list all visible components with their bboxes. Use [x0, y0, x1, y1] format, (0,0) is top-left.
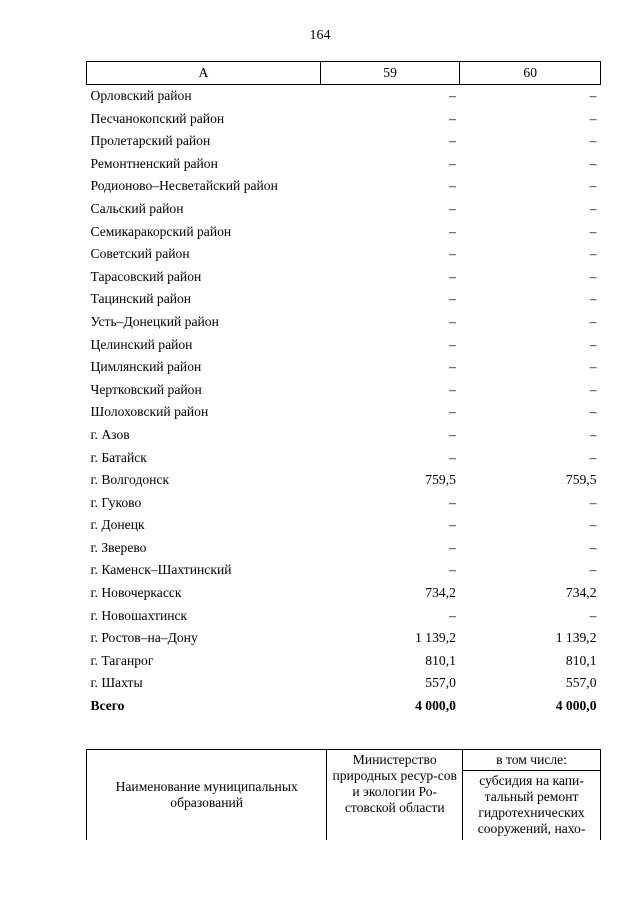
col-subsidy: субсидия на капи-тальный ремонт гидротехнических сооружений, нахо- — [463, 771, 601, 840]
row-name: г. Донецк — [90, 517, 145, 533]
table-row — [87, 311, 601, 334]
table-header-row — [87, 62, 601, 85]
header-col-a: А — [87, 62, 321, 85]
row-value-60: – — [589, 449, 597, 465]
row-value-60: – — [589, 426, 597, 442]
row-name: г. Таганрог — [90, 652, 154, 668]
row-value-59: – — [449, 313, 456, 329]
page-number: 164 — [309, 28, 331, 43]
row-name: г. Зверево — [90, 539, 147, 555]
table-row — [87, 605, 601, 628]
row-name: Тарасовский район — [90, 268, 202, 284]
row-value-60: – — [589, 607, 597, 623]
row-name: г. Батайск — [90, 449, 147, 465]
row-name: г. Азов — [90, 426, 130, 442]
row-name: Целинский район — [90, 336, 193, 352]
row-value-60: – — [589, 133, 597, 149]
table-row — [87, 559, 601, 582]
table-row — [87, 492, 601, 515]
table-row — [87, 650, 601, 673]
row-name: г. Волгодонск — [90, 472, 170, 488]
row-value-60: – — [589, 291, 597, 307]
row-value-59: 1 139,2 — [415, 630, 456, 646]
table-row — [87, 401, 601, 424]
row-value-59: – — [449, 562, 456, 578]
table-row — [87, 356, 601, 379]
row-name: Усть–Донецкий район — [90, 313, 219, 329]
row-value-60: 810,1 — [565, 652, 597, 668]
row-value-59: – — [449, 246, 456, 262]
table-row — [87, 198, 601, 221]
row-value-60: – — [589, 178, 597, 194]
row-value-59: – — [449, 449, 456, 465]
row-name: Шолоховский район — [90, 404, 209, 420]
row-value-60: – — [589, 381, 597, 397]
row-value-60: – — [589, 223, 597, 239]
table-row — [87, 424, 601, 447]
row-name: Чертковский район — [90, 381, 202, 397]
row-name: г. Новочеркасск — [90, 585, 182, 601]
row-value-59: 557,0 — [425, 675, 456, 691]
row-value-59: – — [449, 268, 456, 284]
row-name: г. Новошахтинск — [90, 607, 188, 623]
row-value-60: – — [589, 404, 597, 420]
col-including: в том числе: — [463, 750, 601, 771]
total-value-60: 4 000,0 — [555, 698, 597, 714]
row-value-60: 734,2 — [565, 585, 597, 601]
row-name: Пролетарский район — [90, 133, 211, 149]
row-name: г. Каменск–Шахтинский — [90, 562, 232, 578]
table-row — [87, 379, 601, 402]
table-row — [87, 153, 601, 176]
row-name: Тацинский район — [90, 291, 192, 307]
row-value-60: – — [589, 268, 597, 284]
table-row — [87, 627, 601, 650]
table-row — [87, 243, 601, 266]
row-value-59: – — [449, 517, 456, 533]
row-value-59: 810,1 — [425, 652, 456, 668]
table-row — [87, 288, 601, 311]
row-value-60: – — [589, 562, 597, 578]
row-name: Ремонтненский район — [90, 155, 218, 171]
row-value-60: – — [589, 110, 597, 126]
row-name: Цимлянский район — [90, 359, 202, 375]
table-row — [87, 85, 601, 108]
data-table — [86, 61, 601, 718]
table-row — [87, 469, 601, 492]
row-value-60: – — [589, 246, 597, 262]
row-value-59: – — [449, 494, 456, 510]
row-value-60: – — [589, 155, 597, 171]
row-value-60: – — [589, 336, 597, 352]
page-bottom-margin — [0, 840, 640, 905]
row-value-60: – — [589, 88, 597, 103]
row-name: Орловский район — [90, 88, 192, 103]
row-name: г. Гуково — [90, 494, 142, 510]
total-value-59: 4 000,0 — [415, 698, 456, 714]
row-name: г. Шахты — [90, 675, 143, 691]
row-value-59: – — [449, 539, 456, 555]
row-name: Песчанокопский район — [90, 110, 225, 126]
row-value-59: – — [449, 200, 456, 216]
row-name: Семикаракорский район — [90, 223, 232, 239]
col-ministry: Министерство природных ресур-сов и экологии Ро-стовской области — [327, 750, 463, 841]
row-value-60: 557,0 — [565, 675, 597, 691]
row-name: Родионово–Несветайский район — [90, 178, 278, 194]
table-row — [87, 447, 601, 470]
row-value-60: – — [589, 313, 597, 329]
continuation-table-header — [86, 749, 601, 840]
row-value-60: – — [589, 517, 597, 533]
row-value-59: – — [449, 359, 456, 375]
row-value-60: 759,5 — [565, 472, 597, 488]
row-value-59: – — [449, 381, 456, 397]
row-value-59: – — [449, 336, 456, 352]
total-row — [87, 695, 601, 718]
row-value-59: 734,2 — [425, 585, 456, 601]
row-value-59: – — [449, 133, 456, 149]
table-row — [87, 537, 601, 560]
header-col-60: 60 — [460, 62, 601, 85]
table-row — [87, 108, 601, 131]
row-name: Советский район — [90, 246, 190, 262]
table-row — [87, 221, 601, 244]
row-value-59: – — [449, 110, 456, 126]
row-value-60: – — [589, 494, 597, 510]
row-value-59: 759,5 — [425, 472, 456, 488]
row-value-60: – — [589, 200, 597, 216]
table-row — [87, 175, 601, 198]
header-col-59: 59 — [320, 62, 460, 85]
row-name: Сальский район — [90, 200, 184, 216]
table-row — [87, 130, 601, 153]
table-row — [87, 672, 601, 695]
row-value-59: – — [449, 426, 456, 442]
row-value-59: – — [449, 607, 456, 623]
row-value-59: – — [449, 155, 456, 171]
table-row — [87, 334, 601, 357]
row-value-59: – — [449, 404, 456, 420]
table-row — [87, 266, 601, 289]
row-value-60: – — [589, 359, 597, 375]
table-row — [87, 582, 601, 605]
total-label: Всего — [90, 698, 125, 714]
row-name: г. Ростов–на–Дону — [90, 630, 198, 646]
row-value-59: – — [449, 88, 456, 103]
row-value-59: – — [449, 223, 456, 239]
row-value-59: – — [449, 291, 456, 307]
col-municipality-name: Наименование муниципальных образований — [87, 750, 327, 841]
table-row — [87, 514, 601, 537]
row-value-59: – — [449, 178, 456, 194]
row-value-60: – — [589, 539, 597, 555]
row-value-60: 1 139,2 — [555, 630, 597, 646]
